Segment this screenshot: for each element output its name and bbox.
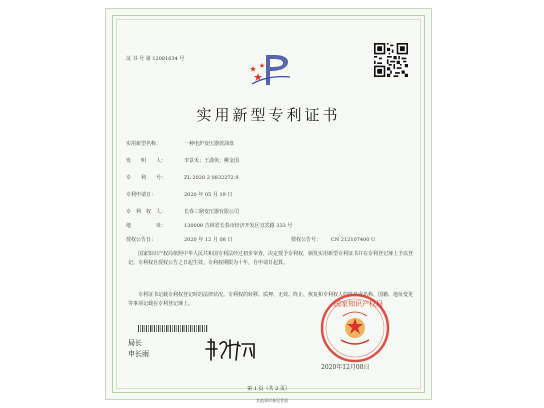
field-label-grant-date: 授权公告日： <box>126 237 157 243</box>
director-signature <box>204 334 264 364</box>
field-value-grant-date: 2020 年 12 月 08 日 <box>184 237 233 243</box>
patent-certificate <box>105 8 432 400</box>
seal-date: 2020年12月08日 <box>321 364 370 371</box>
field-value-patent-number: ZL 2020 2 0832272.9 <box>184 175 239 181</box>
field-value-grant-number: CN 212107400 U <box>331 237 376 243</box>
certificate-title: 实用新型专利证书 <box>196 106 341 124</box>
field-label-grant-number: 授权公告号： <box>291 237 322 243</box>
field-label-address: 地 址： <box>126 223 167 229</box>
field-label-patent-number: 专 利 号： <box>126 175 167 181</box>
grant-statement-paragraph: 国家知识产权局依照中华人民共和国专利法经过初步审查，决定授予专利权，颁发实用新型专利证书并在专利登记簿上予以登记。专利权自授权公告之日起生效。专利权期限为十年，自申请日起算。 <box>128 251 414 266</box>
certificate-number: 证 书 号 第 12081634 号 <box>126 56 185 62</box>
field-label-inventor: 发 明 人： <box>126 158 167 164</box>
seal-text: 国家知识产权局 <box>334 300 383 308</box>
page-indicator: 第 1 页（共 2 页） <box>247 386 290 392</box>
field-value-application-date: 2020 年 05 月 19 日 <box>184 192 233 198</box>
cnipa-logo-icon <box>248 51 294 91</box>
field-value-address: 130000 吉林省长春市经济开发区宜宾路 333 号 <box>184 223 293 229</box>
field-label-application-date: 专利申请日： <box>126 192 157 198</box>
field-label-name: 实用新型名称： <box>126 141 162 147</box>
reverse-side-note: 其他事项参见背面 <box>256 398 288 403</box>
director-title: 局长 <box>128 339 142 347</box>
field-value-patentee: 长春三鼎变压器有限公司 <box>184 209 240 215</box>
field-value-inventor: 李景禾；王潇侠；柳金国 <box>184 158 240 164</box>
field-label-patentee: 专 利 权 人： <box>126 209 167 215</box>
barcode-icon <box>138 325 208 332</box>
qr-code-icon <box>374 43 408 77</box>
field-value-name: 一种电炉变压器放油盘 <box>184 141 235 147</box>
legal-status-paragraph: 专利证书记载专利权登记时的法律状况。专利权的转移、质押、无效、终止、恢复和专利权人的姓名或名称、国籍、地址变更等事项记载在专利登记簿上。 <box>128 292 414 307</box>
director-name: 申长雨 <box>128 350 149 358</box>
